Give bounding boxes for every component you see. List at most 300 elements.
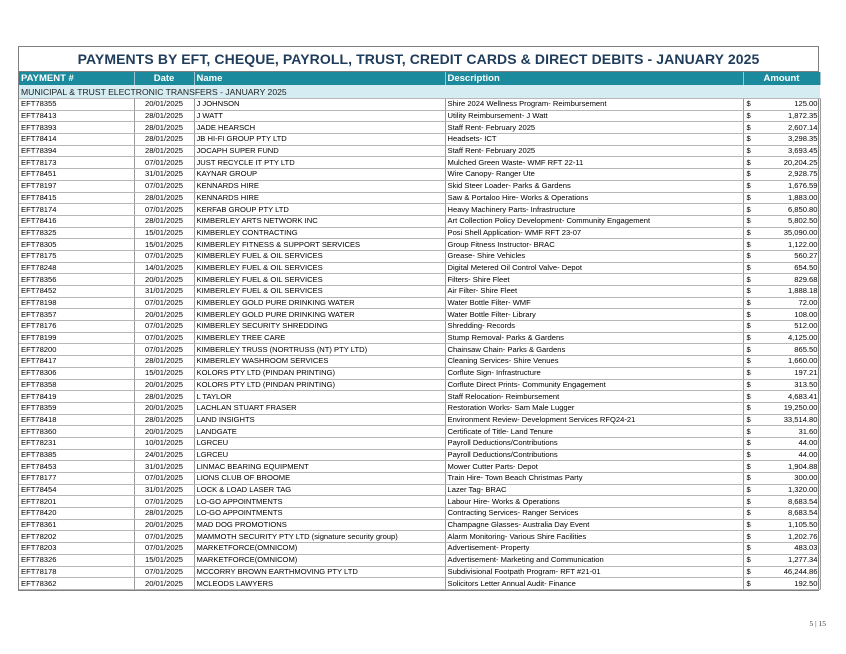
amount-value: 19,250.00 (783, 403, 818, 413)
cell-payment: EFT78385 (19, 449, 134, 461)
cell-amount (743, 484, 820, 496)
cell-date: 20/01/2025 (134, 99, 194, 111)
cell-description: Grease- Shire Vehicles (445, 250, 743, 262)
cell-name: MARKETFORCE(OMNICOM) (194, 543, 445, 555)
cell-amount (743, 122, 820, 134)
cell-date: 28/01/2025 (134, 110, 194, 122)
cell-description: Heavy Machinery Parts- Infrastructure (445, 204, 743, 216)
table-row (19, 286, 820, 298)
cell-amount (743, 250, 820, 262)
cell-payment: EFT78325 (19, 227, 134, 239)
table-row (19, 367, 820, 379)
cell-payment: EFT78454 (19, 484, 134, 496)
amount-value: 197.21 (794, 368, 818, 378)
cell-payment: EFT78175 (19, 250, 134, 262)
amount-value: 1,202.76 (787, 531, 818, 541)
cell-payment: EFT78203 (19, 543, 134, 555)
cell-description: Shredding- Records (445, 321, 743, 333)
cell-amount (743, 110, 820, 122)
cell-amount (743, 145, 820, 157)
cell-amount (743, 274, 820, 286)
col-header-amount: Amount (743, 72, 820, 85)
cell-description: Stump Removal- Parks & Gardens (445, 332, 743, 344)
table-row (19, 250, 820, 262)
cell-name: MCLEODS LAWYERS (194, 578, 445, 590)
amount-value: 1,122.00 (787, 239, 818, 249)
cell-date: 20/01/2025 (134, 379, 194, 391)
currency-symbol: $ (746, 403, 751, 413)
cell-date: 07/01/2025 (134, 297, 194, 309)
cell-description: Filters- Shire Fleet (445, 274, 743, 286)
table-row (19, 344, 820, 356)
amount-value: 1,660.00 (787, 356, 818, 366)
amount-value: 4,125.00 (787, 333, 818, 343)
cell-name: LO-GO APPOINTMENTS (194, 508, 445, 520)
table-row (19, 321, 820, 333)
cell-date: 31/01/2025 (134, 484, 194, 496)
currency-symbol: $ (746, 134, 751, 144)
cell-description: Water Bottle Filter- WMF (445, 297, 743, 309)
amount-value: 125.00 (794, 99, 818, 109)
cell-amount (743, 134, 820, 146)
currency-symbol: $ (746, 543, 751, 553)
cell-name: LAND INSIGHTS (194, 414, 445, 426)
cell-description: Staff Relocation- Reimbursement (445, 391, 743, 403)
cell-date: 07/01/2025 (134, 531, 194, 543)
table-row (19, 437, 820, 449)
cell-amount (743, 157, 820, 169)
cell-description: Digital Metered Oil Control Valve- Depot (445, 262, 743, 274)
table-row (19, 134, 820, 146)
col-header-payment: PAYMENT # (19, 72, 134, 85)
cell-payment: EFT78414 (19, 134, 134, 146)
cell-payment: EFT78413 (19, 110, 134, 122)
cell-amount (743, 332, 820, 344)
cell-payment: EFT78199 (19, 332, 134, 344)
currency-symbol: $ (746, 426, 751, 436)
amount-value: 313.50 (794, 379, 818, 389)
currency-symbol: $ (746, 555, 751, 565)
currency-symbol: $ (746, 566, 751, 576)
cell-payment: EFT78452 (19, 286, 134, 298)
table-row (19, 414, 820, 426)
cell-payment: EFT78305 (19, 239, 134, 251)
table-row (19, 215, 820, 227)
cell-name: MARKETFORCE(OMNICOM) (194, 554, 445, 566)
cell-description: Group Fitness Instructor- BRAC (445, 239, 743, 251)
amount-value: 4,683.41 (787, 391, 818, 401)
cell-payment: EFT78231 (19, 437, 134, 449)
cell-date: 20/01/2025 (134, 578, 194, 590)
currency-symbol: $ (746, 146, 751, 156)
currency-symbol: $ (746, 333, 751, 343)
cell-payment: EFT78415 (19, 192, 134, 204)
cell-description: Saw & Portaloo Hire- Works & Operations (445, 192, 743, 204)
cell-amount (743, 297, 820, 309)
table-row (19, 169, 820, 181)
cell-date: 15/01/2025 (134, 367, 194, 379)
cell-amount (743, 286, 820, 298)
cell-description: Corflute Sign- Infrastructure (445, 367, 743, 379)
cell-amount (743, 437, 820, 449)
payments-table (19, 72, 821, 590)
currency-symbol: $ (746, 122, 751, 132)
amount-value: 44.00 (798, 449, 818, 459)
cell-name: KIMBERLEY FUEL & OIL SERVICES (194, 274, 445, 286)
table-row (19, 110, 820, 122)
cell-name: LANDGATE (194, 426, 445, 438)
cell-description: Champagne Glasses- Australia Day Event (445, 519, 743, 531)
page-current: 5 (809, 619, 814, 628)
cell-payment: EFT78417 (19, 356, 134, 368)
cell-description: Mulched Green Waste- WMF RFT 22-11 (445, 157, 743, 169)
currency-symbol: $ (746, 99, 751, 109)
cell-payment: EFT78418 (19, 414, 134, 426)
cell-name: KERFAB GROUP PTY LTD (194, 204, 445, 216)
cell-date: 07/01/2025 (134, 543, 194, 555)
amount-value: 865.50 (794, 344, 818, 354)
cell-amount (743, 496, 820, 508)
section-row (19, 85, 820, 99)
table-row (19, 122, 820, 134)
cell-description: Water Bottle Filter- Library (445, 309, 743, 321)
page-total: 15 (818, 619, 826, 628)
cell-date: 14/01/2025 (134, 262, 194, 274)
table-row (19, 402, 820, 414)
cell-payment: EFT78420 (19, 508, 134, 520)
cell-description: Staff Rent- February 2025 (445, 145, 743, 157)
table-row (19, 461, 820, 473)
amount-value: 1,277.34 (787, 555, 818, 565)
cell-payment: EFT78394 (19, 145, 134, 157)
cell-amount (743, 367, 820, 379)
currency-symbol: $ (746, 216, 751, 226)
table-row (19, 145, 820, 157)
cell-amount (743, 356, 820, 368)
currency-symbol: $ (746, 181, 751, 191)
table-row (19, 204, 820, 216)
table-row (19, 566, 820, 578)
cell-amount (743, 473, 820, 485)
cell-amount (743, 204, 820, 216)
cell-amount (743, 262, 820, 274)
table-row (19, 484, 820, 496)
cell-description: Payroll Deductions/Contributions (445, 437, 743, 449)
cell-payment: EFT78200 (19, 344, 134, 356)
amount-value: 31.60 (798, 426, 818, 436)
section-label: MUNICIPAL & TRUST ELECTRONIC TRANSFERS - JANUARY 2025 (19, 85, 820, 99)
table-row (19, 239, 820, 251)
cell-amount (743, 426, 820, 438)
table-row (19, 180, 820, 192)
table-row (19, 309, 820, 321)
cell-name: LO-GO APPOINTMENTS (194, 496, 445, 508)
currency-symbol: $ (746, 449, 751, 459)
cell-payment: EFT78326 (19, 554, 134, 566)
cell-name: KAYNAR GROUP (194, 169, 445, 181)
currency-symbol: $ (746, 356, 751, 366)
table-row (19, 578, 820, 590)
cell-date: 07/01/2025 (134, 344, 194, 356)
cell-amount (743, 192, 820, 204)
currency-symbol: $ (746, 321, 751, 331)
amount-value: 8,683.54 (787, 496, 818, 506)
cell-date: 28/01/2025 (134, 145, 194, 157)
cell-payment: EFT78174 (19, 204, 134, 216)
col-header-description: Description (445, 72, 743, 85)
currency-symbol: $ (746, 473, 751, 483)
cell-date: 28/01/2025 (134, 508, 194, 520)
cell-date: 20/01/2025 (134, 426, 194, 438)
cell-date: 20/01/2025 (134, 519, 194, 531)
page-number (809, 619, 826, 628)
amount-value: 512.00 (794, 321, 818, 331)
cell-name: JUST RECYCLE IT PTY LTD (194, 157, 445, 169)
table-row (19, 379, 820, 391)
table-row (19, 554, 820, 566)
cell-name: MCCORRY BROWN EARTHMOVING PTY LTD (194, 566, 445, 578)
currency-symbol: $ (746, 379, 751, 389)
amount-value: 1,888.18 (787, 286, 818, 296)
amount-value: 46,244.86 (783, 566, 818, 576)
cell-name: KIMBERLEY ARTS NETWORK INC (194, 215, 445, 227)
cell-payment: EFT78178 (19, 566, 134, 578)
cell-description: Skid Steer Loader- Parks & Gardens (445, 180, 743, 192)
table-row (19, 508, 820, 520)
cell-payment: EFT78173 (19, 157, 134, 169)
cell-date: 20/01/2025 (134, 402, 194, 414)
cell-description: Air Filter- Shire Fleet (445, 286, 743, 298)
table-row (19, 391, 820, 403)
cell-name: KOLORS PTY LTD (PINDAN PRINTING) (194, 379, 445, 391)
cell-amount (743, 239, 820, 251)
table-header-row (19, 72, 820, 85)
cell-name: LIONS CLUB OF BROOME (194, 473, 445, 485)
cell-payment: EFT78356 (19, 274, 134, 286)
cell-payment: EFT78416 (19, 215, 134, 227)
currency-symbol: $ (746, 309, 751, 319)
cell-amount (743, 344, 820, 356)
currency-symbol: $ (746, 531, 751, 541)
amount-value: 8,683.54 (787, 508, 818, 518)
amount-value: 1,883.00 (787, 192, 818, 202)
cell-name: J WATT (194, 110, 445, 122)
cell-date: 10/01/2025 (134, 437, 194, 449)
cell-amount (743, 391, 820, 403)
amount-value: 5,802.50 (787, 216, 818, 226)
amount-value: 483.03 (794, 543, 818, 553)
table-row (19, 99, 820, 111)
cell-payment: EFT78197 (19, 180, 134, 192)
table-row (19, 519, 820, 531)
cell-date: 07/01/2025 (134, 321, 194, 333)
cell-amount (743, 566, 820, 578)
cell-name: J JOHNSON (194, 99, 445, 111)
table-row (19, 426, 820, 438)
cell-date: 07/01/2025 (134, 566, 194, 578)
currency-symbol: $ (746, 438, 751, 448)
cell-payment: EFT78202 (19, 531, 134, 543)
cell-name: LOCK & LOAD LASER TAG (194, 484, 445, 496)
cell-description: Mower Cutter Parts- Depot (445, 461, 743, 473)
table-row (19, 262, 820, 274)
cell-name: KIMBERLEY FUEL & OIL SERVICES (194, 250, 445, 262)
amount-value: 829.68 (794, 274, 818, 284)
cell-description: Environment Review- Development Services RFQ24-21 (445, 414, 743, 426)
cell-date: 28/01/2025 (134, 414, 194, 426)
cell-description: Headsets- ICT (445, 134, 743, 146)
cell-amount (743, 309, 820, 321)
cell-date: 07/01/2025 (134, 332, 194, 344)
cell-name: KIMBERLEY TRUSS (NORTRUSS (NT) PTY LTD) (194, 344, 445, 356)
amount-value: 1,872.35 (787, 111, 818, 121)
amount-value: 3,298.35 (787, 134, 818, 144)
report-title: PAYMENTS BY EFT, CHEQUE, PAYROLL, TRUST, CREDIT CARDS & DIRECT DEBITS - JANUARY 2025 (19, 47, 818, 72)
currency-symbol: $ (746, 520, 751, 530)
cell-description: Payroll Deductions/Contributions (445, 449, 743, 461)
cell-amount (743, 508, 820, 520)
cell-date: 31/01/2025 (134, 461, 194, 473)
amount-value: 1,904.88 (787, 461, 818, 471)
amount-value: 560.27 (794, 251, 818, 261)
cell-description: Train Hire- Town Beach Christmas Party (445, 473, 743, 485)
cell-amount (743, 169, 820, 181)
cell-date: 28/01/2025 (134, 356, 194, 368)
cell-payment: EFT78362 (19, 578, 134, 590)
amount-value: 654.50 (794, 262, 818, 272)
cell-name: KIMBERLEY CONTRACTING (194, 227, 445, 239)
cell-amount (743, 402, 820, 414)
amount-value: 72.00 (798, 298, 818, 308)
currency-symbol: $ (746, 391, 751, 401)
currency-symbol: $ (746, 508, 751, 518)
cell-amount (743, 543, 820, 555)
cell-description: Shire 2024 Wellness Program- Reimbursement (445, 99, 743, 111)
cell-description: Advertisement- Marketing and Communication (445, 554, 743, 566)
amount-value: 6,850.80 (787, 204, 818, 214)
cell-name: MAMMOTH SECURITY PTY LTD (signature security group) (194, 531, 445, 543)
cell-name: JB HI-FI GROUP PTY LTD (194, 134, 445, 146)
table-row (19, 473, 820, 485)
cell-description: Alarm Monitoring- Various Shire Facilities (445, 531, 743, 543)
cell-name: KIMBERLEY GOLD PURE DRINKING WATER (194, 297, 445, 309)
currency-symbol: $ (746, 496, 751, 506)
currency-symbol: $ (746, 227, 751, 237)
cell-description: Cleaning Services- Shire Venues (445, 356, 743, 368)
table-row (19, 496, 820, 508)
cell-date: 07/01/2025 (134, 473, 194, 485)
table-row (19, 157, 820, 169)
cell-payment: EFT78419 (19, 391, 134, 403)
currency-symbol: $ (746, 461, 751, 471)
cell-amount (743, 554, 820, 566)
cell-payment: EFT78357 (19, 309, 134, 321)
cell-name: KIMBERLEY FITNESS & SUPPORT SERVICES (194, 239, 445, 251)
cell-name: KIMBERLEY FUEL & OIL SERVICES (194, 262, 445, 274)
cell-date: 15/01/2025 (134, 227, 194, 239)
cell-date: 20/01/2025 (134, 274, 194, 286)
cell-description: Certificate of Title- Land Tenure (445, 426, 743, 438)
cell-name: KIMBERLEY GOLD PURE DRINKING WATER (194, 309, 445, 321)
cell-name: MAD DOG PROMOTIONS (194, 519, 445, 531)
amount-value: 1,320.00 (787, 485, 818, 495)
cell-name: JOCAPH SUPER FUND (194, 145, 445, 157)
cell-date: 28/01/2025 (134, 215, 194, 227)
cell-description: Subdivisional Footpath Program- RFT #21-01 (445, 566, 743, 578)
cell-payment: EFT78359 (19, 402, 134, 414)
table-row (19, 297, 820, 309)
cell-payment: EFT78177 (19, 473, 134, 485)
currency-symbol: $ (746, 298, 751, 308)
cell-name: KIMBERLEY TREE CARE (194, 332, 445, 344)
cell-date: 07/01/2025 (134, 496, 194, 508)
table-row (19, 332, 820, 344)
currency-symbol: $ (746, 368, 751, 378)
amount-value: 2,607.14 (787, 122, 818, 132)
cell-payment: EFT78451 (19, 169, 134, 181)
cell-payment: EFT78361 (19, 519, 134, 531)
currency-symbol: $ (746, 111, 751, 121)
cell-description: Chainsaw Chain- Parks & Gardens (445, 344, 743, 356)
cell-payment: EFT78306 (19, 367, 134, 379)
currency-symbol: $ (746, 414, 751, 424)
currency-symbol: $ (746, 274, 751, 284)
amount-value: 108.00 (794, 309, 818, 319)
cell-description: Lazer Tag- BRAC (445, 484, 743, 496)
cell-description: Solicitors Letter Annual Audit- Finance (445, 578, 743, 590)
currency-symbol: $ (746, 251, 751, 261)
cell-description: Art Collection Policy Development- Community Engagement (445, 215, 743, 227)
cell-name: KENNARDS HIRE (194, 180, 445, 192)
cell-amount (743, 379, 820, 391)
cell-payment: EFT78248 (19, 262, 134, 274)
table-row (19, 543, 820, 555)
currency-symbol: $ (746, 192, 751, 202)
amount-value: 300.00 (794, 473, 818, 483)
amount-value: 1,676.59 (787, 181, 818, 191)
cell-amount (743, 180, 820, 192)
cell-payment: EFT78176 (19, 321, 134, 333)
currency-symbol: $ (746, 204, 751, 214)
cell-name: LINMAC BEARING EQUIPMENT (194, 461, 445, 473)
cell-payment: EFT78393 (19, 122, 134, 134)
cell-date: 28/01/2025 (134, 391, 194, 403)
cell-payment: EFT78358 (19, 379, 134, 391)
cell-amount (743, 227, 820, 239)
amount-value: 44.00 (798, 438, 818, 448)
amount-value: 20,204.25 (783, 157, 818, 167)
cell-name: KOLORS PTY LTD (PINDAN PRINTING) (194, 367, 445, 379)
cell-description: Posi Shell Application- WMF RFT 23-07 (445, 227, 743, 239)
table-row (19, 274, 820, 286)
cell-payment: EFT78201 (19, 496, 134, 508)
cell-amount (743, 461, 820, 473)
cell-date: 15/01/2025 (134, 239, 194, 251)
cell-amount (743, 321, 820, 333)
currency-symbol: $ (746, 286, 751, 296)
cell-amount (743, 531, 820, 543)
cell-payment: EFT78453 (19, 461, 134, 473)
cell-date: 28/01/2025 (134, 122, 194, 134)
cell-name: KIMBERLEY WASHROOM SERVICES (194, 356, 445, 368)
cell-date: 24/01/2025 (134, 449, 194, 461)
cell-amount (743, 99, 820, 111)
cell-name: JADE HEARSCH (194, 122, 445, 134)
cell-amount (743, 449, 820, 461)
amount-value: 33,514.80 (783, 414, 818, 424)
cell-amount (743, 414, 820, 426)
cell-name: LGRCEU (194, 437, 445, 449)
